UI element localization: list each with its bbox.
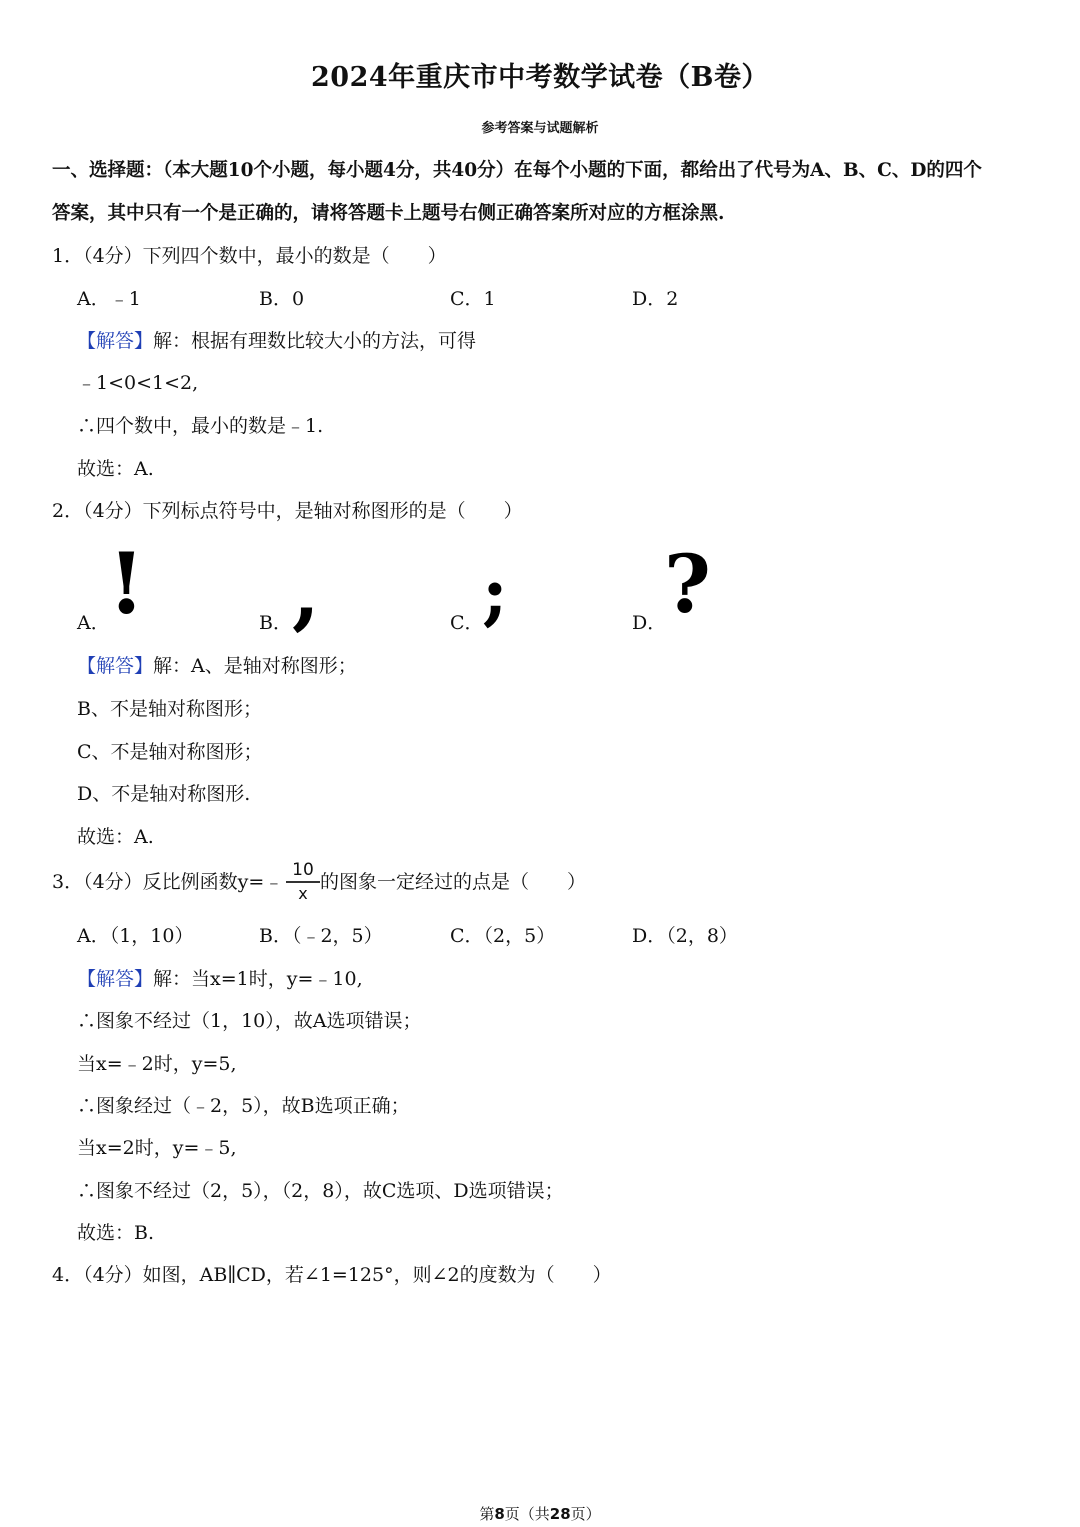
q1-stem: 1．（4分）下列四个数中，最小的数是（ ）	[52, 245, 447, 267]
q3-fraction-denominator: x	[298, 883, 308, 903]
q3-answer-line1	[77, 968, 363, 991]
q2-answer-line5: 故选：A.	[77, 826, 154, 848]
q3-option-d: D．（2，8）	[632, 925, 738, 947]
q1-answer-tag: 【解答】	[77, 330, 154, 352]
q2-answer-line2: B、不是轴对称图形；	[77, 698, 262, 720]
q4-stem: 4．（4分）如图，AB∥CD，若∠1=125°，则∠2的度数为（ ）	[52, 1264, 612, 1286]
q1-option-b: B．0	[259, 288, 305, 310]
q2-answer-line4: D、不是轴对称图形.	[77, 783, 251, 805]
q3-answer-line6: ∴图象不经过（2，5），（2，8），故C选项、D选项错误；	[77, 1180, 564, 1202]
q1-option-a: A．﹣1	[77, 288, 141, 310]
q2-answer-line3: C、不是轴对称图形；	[77, 741, 263, 763]
q3-stem-after: 的图象一定经过的点是（ ）	[320, 871, 587, 893]
q3-option-a: A．（1，10）	[77, 925, 194, 947]
footer-page-number: 8	[494, 1505, 505, 1523]
q1-answer-line1	[77, 330, 476, 353]
q3-fraction-numerator: 10	[292, 860, 314, 880]
q2-option-b: B．	[259, 612, 292, 634]
q2-answer-line1	[77, 655, 357, 678]
q3-fraction	[286, 860, 320, 904]
q1-option-d: D．2	[632, 288, 679, 310]
exclamation-mark-image: !	[108, 534, 145, 633]
footer-total-pages: 28	[549, 1505, 571, 1523]
q1-answer-line2: ﹣1<0<1<2,	[77, 372, 199, 394]
q1-answer-text: 解：根据有理数比较大小的方法，可得	[153, 330, 477, 352]
q2-option-d: D．	[632, 612, 667, 634]
q3-option-c: C．（2，5）	[450, 925, 556, 947]
section-heading-line2: 答案，其中只有一个是正确的，请将答题卡上题号右侧正确答案所对应的方框涂黑.	[52, 203, 725, 224]
footer-middle: 页（共	[504, 1505, 550, 1523]
q3-option-b: B．（﹣2，5）	[259, 925, 383, 947]
comma-image: ,	[292, 545, 320, 639]
page-subtitle: 参考答案与试题解析	[481, 121, 599, 136]
q2-answer-tag: 【解答】	[77, 655, 154, 677]
q3-answer-tag: 【解答】	[77, 968, 154, 990]
q1-answer-line4: 故选：A.	[77, 458, 154, 480]
footer-prefix: 第	[479, 1505, 495, 1523]
q3-answer-text: 解：当x=1时，y=﹣10,	[153, 968, 363, 990]
section-heading-line1: 一、选择题：（本大题10个小题，每小题4分，共40分）在每个小题的下面，都给出了代号为A、B、C、D的四个	[52, 160, 982, 181]
footer-suffix: 页）	[570, 1505, 601, 1523]
question-mark-image: ?	[664, 537, 711, 631]
q3-answer-line4: ∴图象经过（﹣2，5），故B选项正确；	[77, 1095, 410, 1117]
q3-answer-line7: 故选：B.	[77, 1222, 155, 1244]
q3-answer-line3: 当x=﹣2时，y=5,	[77, 1053, 237, 1075]
q3-fraction-bar	[286, 881, 320, 883]
q2-stem: 2．（4分）下列标点符号中，是轴对称图形的是（ ）	[52, 500, 523, 522]
q2-answer-text: 解：A、是轴对称图形；	[153, 655, 357, 677]
semicolon-image: ;	[482, 551, 508, 634]
q2-option-c: C．	[450, 612, 484, 634]
q3-answer-line2: ∴图象不经过（1，10），故A选项错误；	[77, 1010, 422, 1032]
page-footer	[0, 1505, 1080, 1523]
q3-answer-line5: 当x=2时，y=﹣5,	[77, 1137, 237, 1159]
page-title: 2024年重庆市中考数学试卷（B卷）	[311, 62, 769, 93]
q2-option-a: A．	[77, 612, 110, 634]
q3-stem-before: 3．（4分）反比例函数y=﹣	[52, 871, 284, 893]
q1-option-c: C．1	[450, 288, 496, 310]
q1-answer-line3: ∴四个数中，最小的数是﹣1.	[77, 415, 324, 437]
